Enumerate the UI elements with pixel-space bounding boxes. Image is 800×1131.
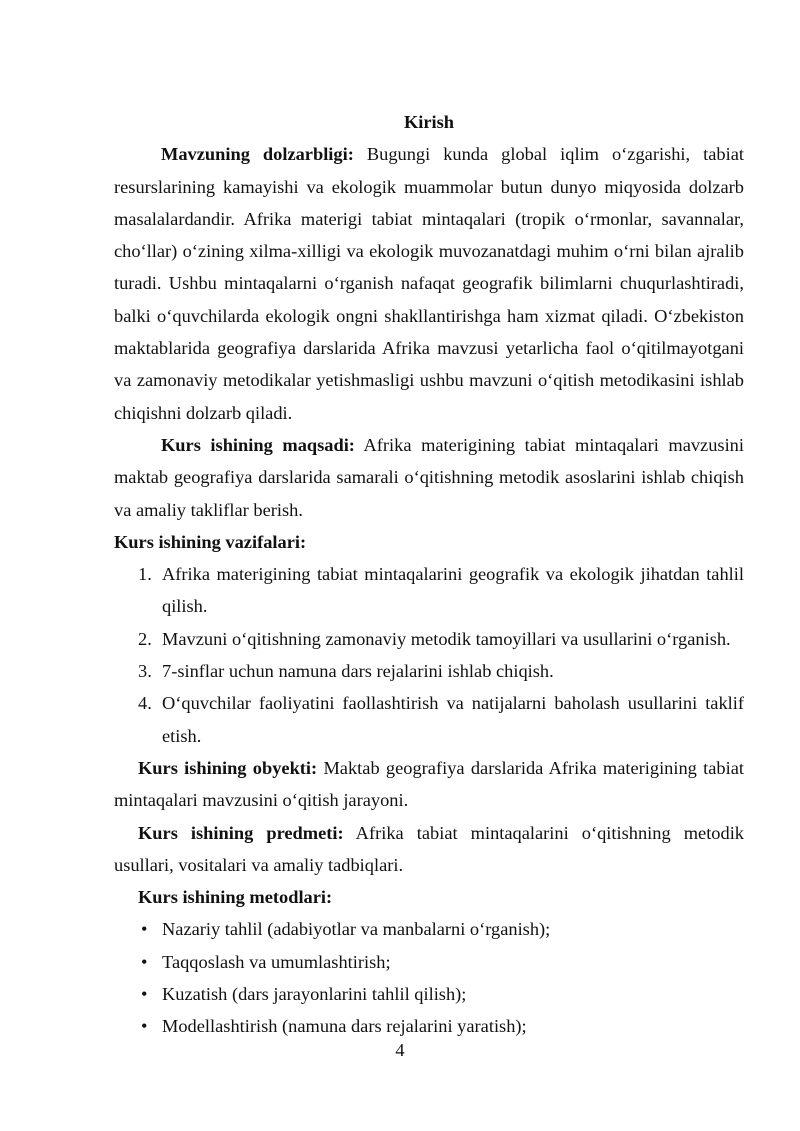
vazifalar-list bbox=[114, 558, 744, 752]
label-dolzarblik: Mavzuning dolzarbligi: bbox=[161, 144, 354, 165]
bullet-icon: • bbox=[141, 951, 148, 972]
list-item-text: Afrika materigining tabiat mintaqalarini geografik va ekologik jihatdan tahlil qilish. bbox=[162, 564, 744, 617]
list-item bbox=[114, 623, 744, 655]
label-predmet: Kurs ishining predmeti: bbox=[138, 822, 344, 843]
text-maqsad: Afrika materigining tabiat mintaqalari mavzusini maktab geografiya darslarida samarali o‘qitishning metodik asoslarini ishlab chiqish va amaliy takliflar berish. bbox=[114, 434, 744, 520]
list-number: 1. bbox=[138, 564, 152, 585]
page-number: 4 bbox=[395, 1040, 405, 1060]
heading-vazifalar: Kurs ishining vazifalari: bbox=[114, 531, 307, 552]
list-item-text: Nazariy tahlil (adabiyotlar va manbalarni o‘rganish); bbox=[162, 919, 551, 940]
bullet-icon: • bbox=[141, 919, 148, 940]
list-item bbox=[114, 978, 744, 1010]
bullet-icon: • bbox=[141, 984, 148, 1005]
label-maqsad: Kurs ishining maqsadi: bbox=[161, 434, 355, 455]
list-item-text: O‘quvchilar faoliyatini faollashtirish va natijalarni baholash usullarini taklif etish. bbox=[162, 693, 744, 746]
metodlar-list bbox=[114, 913, 744, 1042]
text-predmet: Afrika tabiat mintaqalarini o‘qitishning metodik usullari, vositalari va amaliy tadbiqlari. bbox=[114, 822, 744, 875]
text-dolzarblik: Bugungi kunda global iqlim o‘zgarishi, tabiat resurslarining kamayishi va ekologik muammolar butun dunyo miqyosida dolzarb masalalardandir. Afrika materigi tabiat mintaqalari (tropik o‘rmonlar, savannalar, cho‘llar) o‘zining xilma-xilligi va ekologik muvozanatdagi muhim o‘rni bilan ajralib turadi. Ushbu mintaqalarni o‘rganish nafaqat geografik bilimlarni chuqurlashtiradi, balki o‘quvchilarda ekologik ongni shakllantirishga ham xizmat qiladi. O‘zbekiston maktablarida geografiya darslarida Afrika mavzusi yetarlicha faol o‘qitilmayotgani va zamonaviy metodikalar yetishmasligi ushbu mavzuni o‘qitish metodikasini ishlab chiqishni dolzarb qiladi. bbox=[114, 144, 744, 423]
list-number: 4. bbox=[138, 693, 152, 714]
paragraph-predmet bbox=[114, 817, 744, 882]
label-obyekt: Kurs ishining obyekti: bbox=[138, 757, 318, 778]
list-number: 3. bbox=[138, 661, 152, 682]
page-content bbox=[114, 105, 744, 1043]
list-item bbox=[114, 558, 744, 623]
list-item bbox=[114, 913, 744, 945]
paragraph-dolzarblik bbox=[114, 138, 744, 429]
list-item bbox=[114, 655, 744, 687]
list-item-text: 7-sinflar uchun namuna dars rejalarini ishlab chiqish. bbox=[162, 661, 554, 682]
list-item bbox=[114, 687, 744, 752]
section-title: Kirish bbox=[403, 112, 455, 132]
bullet-icon: • bbox=[141, 1016, 148, 1037]
list-item-text: Taqqoslash va umumlashtirish; bbox=[162, 951, 391, 972]
list-item-text: Mavzuni o‘qitishning zamonaviy metodik tamoyillari va usullarini o‘rganish. bbox=[162, 628, 731, 649]
list-number: 2. bbox=[138, 628, 152, 649]
list-item-text: Modellashtirish (namuna dars rejalarini yaratish); bbox=[162, 1016, 527, 1037]
paragraph-obyekt bbox=[114, 752, 744, 817]
paragraph-maqsad bbox=[114, 429, 744, 526]
heading-metodlar: Kurs ishining metodlari: bbox=[138, 887, 333, 908]
list-item bbox=[114, 1010, 744, 1042]
list-item bbox=[114, 946, 744, 978]
list-item-text: Kuzatish (dars jarayonlarini tahlil qilish); bbox=[162, 984, 467, 1005]
text-obyekt: Maktab geografiya darslarida Afrika materigining tabiat mintaqalari mavzusini o‘qitish jarayoni. bbox=[114, 757, 745, 811]
